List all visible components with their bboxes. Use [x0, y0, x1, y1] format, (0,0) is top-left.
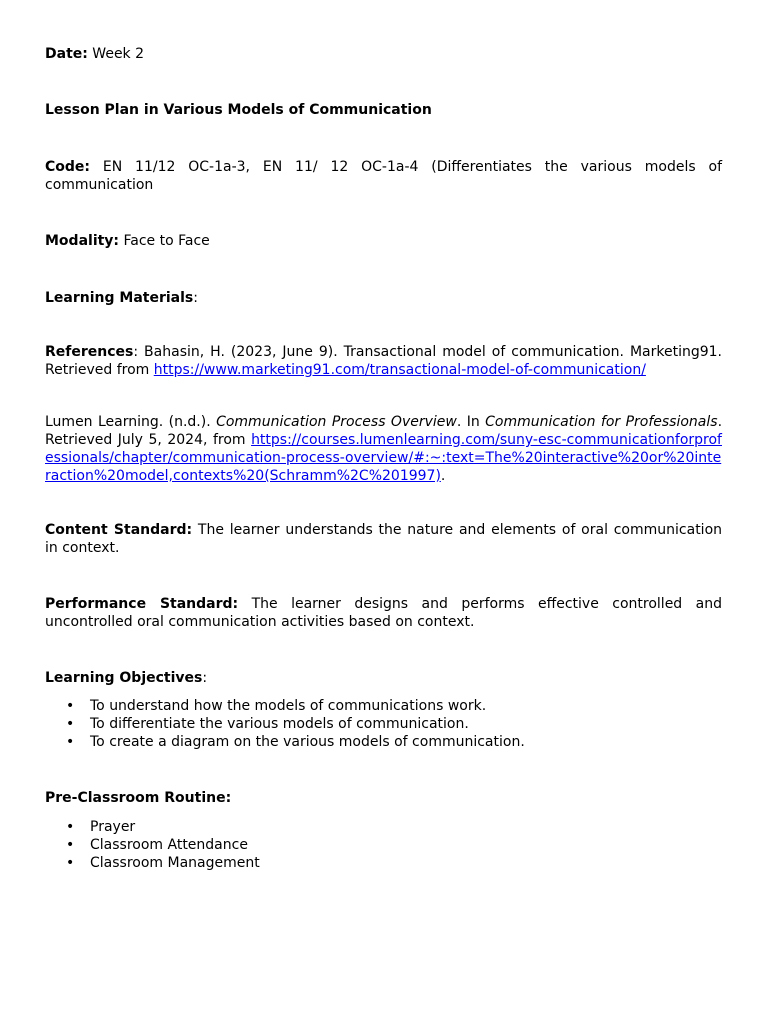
- references-paragraph: [45, 343, 722, 379]
- modality-label: Modality:: [45, 233, 120, 249]
- learning-materials-label: Learning Materials: [45, 290, 194, 306]
- pre-classroom-heading: [45, 789, 722, 807]
- lumen-retrieved: . Retrieved July 5, 2024, from: [45, 414, 723, 448]
- date-line: [45, 45, 722, 63]
- performance-standard-text: The learner designs and performs effective controlled and uncontrolled oral communication activities based on context.: [45, 596, 722, 630]
- performance-standard-label: Performance Standard:: [45, 596, 239, 612]
- content-standard-text: The learner understands the nature and elements of oral communication in context.: [45, 522, 723, 556]
- objective-text: To differentiate the various models of communication.: [90, 716, 469, 732]
- lesson-title: [45, 101, 722, 119]
- lumen-link[interactable]: https://courses.lumenlearning.com/suny-esc-communicationforprofessionals/chapter/communication-process-overview/#:~:text=The%20interactive%20or%20interaction%20model,contexts%20(Schramm%2C%201997): [45, 432, 722, 484]
- learning-objectives-colon: :: [202, 670, 208, 686]
- objective-text: To understand how the models of communications work.: [90, 698, 487, 714]
- bullet-icon: •: [66, 837, 75, 853]
- bullet-icon: •: [66, 734, 75, 750]
- code-value: EN 11/12 OC-1a-3, EN 11/ 12 OC-1a-4 (Differentiates the various models of communication: [45, 159, 722, 193]
- lumen-author: Lumen Learning. (n.d.).: [45, 414, 217, 430]
- lumen-book: Communication for Professionals: [485, 414, 718, 430]
- references-link[interactable]: https://www.marketing91.com/transactional-model-of-communication/: [153, 362, 646, 378]
- list-item: [45, 854, 722, 872]
- bullet-icon: •: [66, 819, 75, 835]
- modality-line: [45, 232, 722, 250]
- list-item: [45, 715, 722, 733]
- date-value: Week 2: [87, 46, 145, 62]
- learning-objectives-heading: [45, 669, 722, 687]
- date-label: Date:: [45, 46, 88, 62]
- references-text: : Bahasin, H. (2023, June 9). Transactional model of communication. Marketing91. Retrieved from: [45, 344, 722, 378]
- list-item: [45, 836, 722, 854]
- pre-classroom-list: [45, 818, 722, 872]
- lesson-title-text: Lesson Plan in Various Models of Communication: [45, 102, 432, 118]
- lumen-reference-paragraph: [45, 413, 722, 485]
- learning-objectives-list: [45, 697, 722, 751]
- content-standard-paragraph: [45, 521, 722, 557]
- bullet-icon: •: [66, 716, 75, 732]
- list-item: [45, 697, 722, 715]
- pre-classroom-label: Pre-Classroom Routine:: [45, 790, 232, 806]
- lumen-title: Communication Process Overview: [216, 414, 457, 430]
- code-paragraph: [45, 158, 722, 194]
- modality-value: Face to Face: [119, 233, 210, 249]
- content-standard-label: Content Standard:: [45, 522, 193, 538]
- routine-text: Classroom Management: [90, 855, 260, 871]
- lumen-end: .: [440, 468, 446, 484]
- routine-text: Prayer: [90, 819, 136, 835]
- bullet-icon: •: [66, 698, 75, 714]
- code-label: Code:: [45, 159, 91, 175]
- learning-materials-heading: [45, 289, 722, 307]
- learning-objectives-label: Learning Objectives: [45, 670, 203, 686]
- routine-text: Classroom Attendance: [90, 837, 248, 853]
- performance-standard-paragraph: [45, 595, 722, 631]
- list-item: [45, 818, 722, 836]
- objective-text: To create a diagram on the various models of communication.: [90, 734, 525, 750]
- lumen-in: . In: [456, 414, 486, 430]
- bullet-icon: •: [66, 855, 75, 871]
- references-label: References: [45, 344, 134, 360]
- list-item: [45, 733, 722, 751]
- learning-materials-colon: :: [193, 290, 198, 306]
